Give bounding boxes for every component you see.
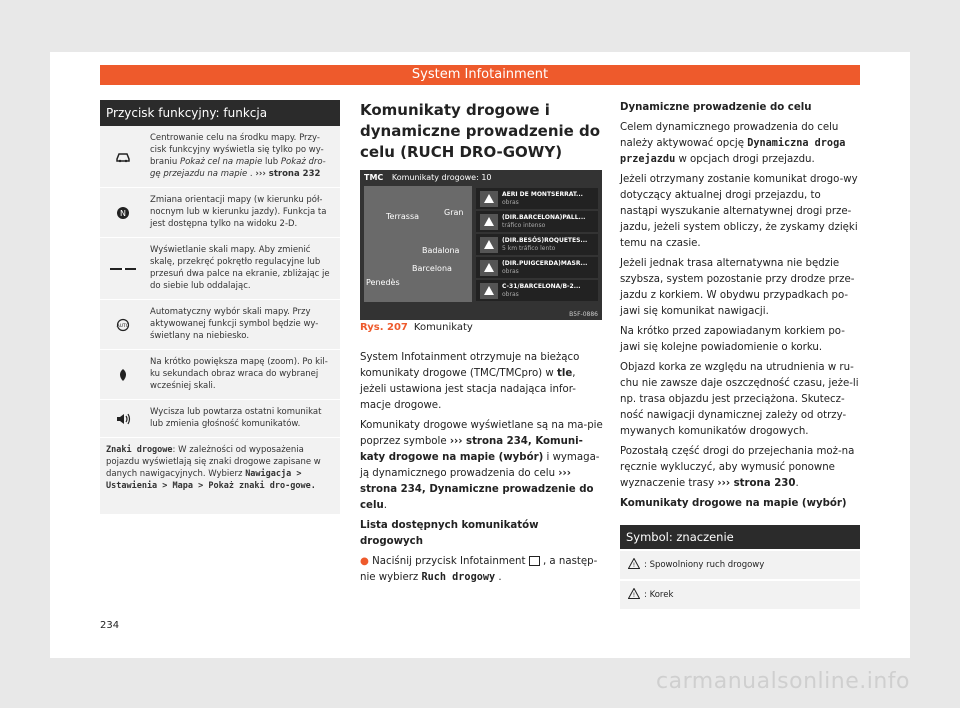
paragraph: Jeżeli jednak trasa alternatywna nie będzie szybsza, system pozostanie przy drodze prze-jazdu z korkiem. W obydwu przypadkach po-jawi się komunikat nawigacji. — [620, 258, 855, 317]
map-label: Gran — [444, 208, 464, 217]
item-name: (DIR.PUIGCERDA)MASR... — [502, 259, 588, 267]
item-sub: obras — [502, 198, 519, 206]
infotainment-button-icon — [529, 556, 540, 566]
symbol-table — [620, 525, 860, 609]
table-row — [620, 581, 860, 609]
map-label: Barcelona — [412, 264, 452, 273]
list-item[interactable] — [476, 234, 598, 255]
caption-number: Rys. 207 — [360, 322, 408, 333]
article-heading-block — [360, 100, 602, 163]
page-reference-link[interactable]: ››› strona 232 — [255, 169, 321, 179]
paragraph: Jeżeli otrzymany zostanie komunikat drogo-wy dotyczący aktualnej drogi przejazdu, to nastąpi wyszukanie alternatywnej drogi prze-jazdu, jeżeli system obliczy, że zyskamy dzięki temu na czasie. — [620, 174, 858, 249]
row-text: . — [247, 169, 256, 179]
warning-icon — [480, 283, 498, 299]
svg-text:AUTO: AUTO — [116, 323, 130, 329]
figure-code: B5F-0886 — [569, 311, 598, 318]
item-sub: obras — [502, 290, 519, 298]
warning-slow-traffic-icon — [628, 558, 640, 572]
row-text: Wycisza lub powtarza ostatni komunikat lub zmienia głośność komunikatów. — [150, 407, 322, 429]
item-name: (DIR.BARCELONA)PALL... — [502, 213, 586, 221]
row-italic: Pokaż cel na mapie — [179, 157, 263, 167]
paragraph: Komunikaty drogowe wyświetlane są na ma-pie poprzez symbole ››› strona 234, Komuni-katy drogowe na mapie (wybór) i wymaga-ją dynamicznego prowadzenia do celu ››› strona 234, Dynamiczne prowadzenie do celu. — [360, 420, 603, 511]
note-label: Znaki drogowe — [106, 445, 173, 455]
page-reference-link[interactable]: ››› strona 234, Dynamiczne prowadzenie do celu — [360, 468, 594, 511]
svg-text:!: ! — [632, 562, 636, 569]
traffic-messages-figure — [360, 170, 602, 320]
warning-icon — [480, 237, 498, 253]
symbol-table-heading: Symbol: znaczenie — [620, 525, 860, 549]
warning-icon — [480, 260, 498, 276]
paragraph: Pozostałą część drogi do przejechania moż-na ręcznie wykluczyć, aby wymusić ponowne wyznaczenie trasy ››› strona 230. — [620, 446, 855, 489]
page-reference-link[interactable]: ››› strona 234, Komuni-katy drogowe na mapie (wybór) — [360, 436, 583, 463]
bullet-item: ● Naciśnij przycisk Infotainment , a następ-nie wybierz Ruch drogowy . — [360, 556, 598, 583]
item-sub: 5 km tráfico lento — [502, 244, 556, 252]
menu-path: Nawigacja > Ustawienia > Mapa > Pokaż znaki dro-gowe. — [106, 469, 316, 491]
speaker-repeat-icon — [100, 400, 146, 437]
page-number: 234 — [100, 620, 120, 631]
row-italic: Pokaż dro-gę przejazdu na mapie — [150, 157, 326, 179]
map-zoom-icon — [100, 350, 146, 399]
map-label: Penedès — [366, 278, 400, 287]
list-item[interactable] — [476, 211, 598, 232]
tmc-label: TMC — [364, 173, 384, 182]
item-sub: obras — [502, 267, 519, 275]
table-row — [100, 400, 340, 438]
item-sub: tráfico intenso — [502, 221, 546, 229]
table-row — [100, 350, 340, 400]
section-heading: Dynamiczne prowadzenie do celu — [620, 102, 812, 113]
note-text: : W zależności od wyposażenia pojazdu wyświetlają się znaki drogowe zapisane w danych nawigacyjnych. Wybierz — [106, 445, 321, 479]
figure-title: Komunikaty drogowe: 10 — [391, 173, 492, 182]
row-text: Wyświetlanie skali mapy. Aby zmienić skalę, przekręć pokrętło regulacyjne lub przesuń dwa palce na ekranie, zbliżając je do siebie lub oddalając. — [150, 245, 330, 291]
subheading: Komunikaty drogowe na mapie (wybór) — [620, 498, 847, 509]
compass-north-icon — [100, 188, 146, 237]
auto-scale-icon — [100, 300, 146, 349]
warning-traffic-jam-icon — [628, 588, 640, 602]
table-row — [100, 238, 340, 300]
item-name: C-31/BARCELONA/B-2... — [502, 282, 581, 290]
right-body — [620, 100, 860, 516]
paragraph: Celem dynamicznego prowadzenia do celu należy aktywować opcję Dynamiczna droga przejazdu w opcjach drogi przejazdu. — [620, 122, 846, 165]
map-label: Terrassa — [386, 212, 420, 221]
svg-text:N: N — [120, 208, 126, 218]
caption-text: Komunikaty — [413, 322, 473, 333]
road-signs-note — [100, 438, 340, 514]
article-heading: Komunikaty drogowe i dynamiczne prowadzenie do celu (RUCH DRO-GOWY) — [360, 101, 601, 161]
function-button-table — [100, 100, 340, 514]
warning-icon — [480, 191, 498, 207]
message-list — [476, 188, 598, 303]
car-center-icon — [100, 126, 146, 187]
paragraph: Na krótko przed zapowiadanym korkiem po-jawi się kolejne powiadomienie o korku. — [620, 326, 845, 353]
section-header: System Infotainment — [100, 65, 860, 85]
item-name: (DIR.BESÓS)ROQUETES... — [502, 236, 588, 244]
figure-caption — [360, 322, 473, 333]
table-row — [100, 126, 340, 188]
map-label: Badalona — [422, 246, 460, 255]
table-heading: Przycisk funkcyjny: funkcja — [100, 100, 340, 126]
map-view — [364, 186, 472, 302]
list-item[interactable] — [476, 188, 598, 209]
warning-icon — [480, 214, 498, 230]
table-row — [100, 188, 340, 238]
list-item[interactable] — [476, 280, 598, 301]
middle-body — [360, 350, 605, 590]
row-text: Zmiana orientacji mapy (w kierunku pół-nocnym lub w kierunku jazdy). Funkcja ta jest dostępna tylko na widoku 2-D. — [150, 195, 327, 229]
symbol-meaning: : Spowolniony ruch drogowy — [644, 560, 765, 570]
paragraph: Objazd korka ze względu na utrudnienia w ru-chu nie zawsze daje oszczędność czasu, jeże-li np. trasa objazdu jest przeciążona. Skutecz-ność nawigacji dynamicznej zależy od otrzy-mywanych komunikatów drogowych. — [620, 362, 859, 437]
item-name: AERI DE MONTSERRAT... — [502, 190, 583, 198]
svg-text:!: ! — [632, 592, 636, 599]
row-text: Na krótko powiększa mapę (zoom). Po kil-ku sekundach obraz wraca do wybranej wcześniej skali. — [150, 357, 328, 391]
table-row — [100, 300, 340, 350]
symbol-meaning: : Korek — [644, 590, 674, 600]
watermark: carmanualsonline.info — [656, 669, 910, 694]
scale-bar-icon — [100, 238, 146, 299]
list-heading: Lista dostępnych komunikatów drogowych — [360, 520, 539, 547]
row-text: Automatyczny wybór skali mapy. Przy aktywowanej funkcji symbol będzie wy-świetlany na niebiesko. — [150, 307, 319, 341]
row-text: Centrowanie celu na środku mapy. Przy-cisk funkcyjny wyświetla się tylko po wy-braniu — [150, 133, 324, 167]
paragraph: System Infotainment otrzymuje na bieżąco komunikaty drogowe (TMC/TMCpro) w tle, jeżeli ustawiona jest stacja nadająca infor-macje drogowe. — [360, 352, 580, 411]
page-reference-link[interactable]: ››› strona 230 — [717, 478, 796, 489]
row-text: lub — [262, 157, 281, 167]
list-item[interactable] — [476, 257, 598, 278]
table-row — [620, 551, 860, 579]
